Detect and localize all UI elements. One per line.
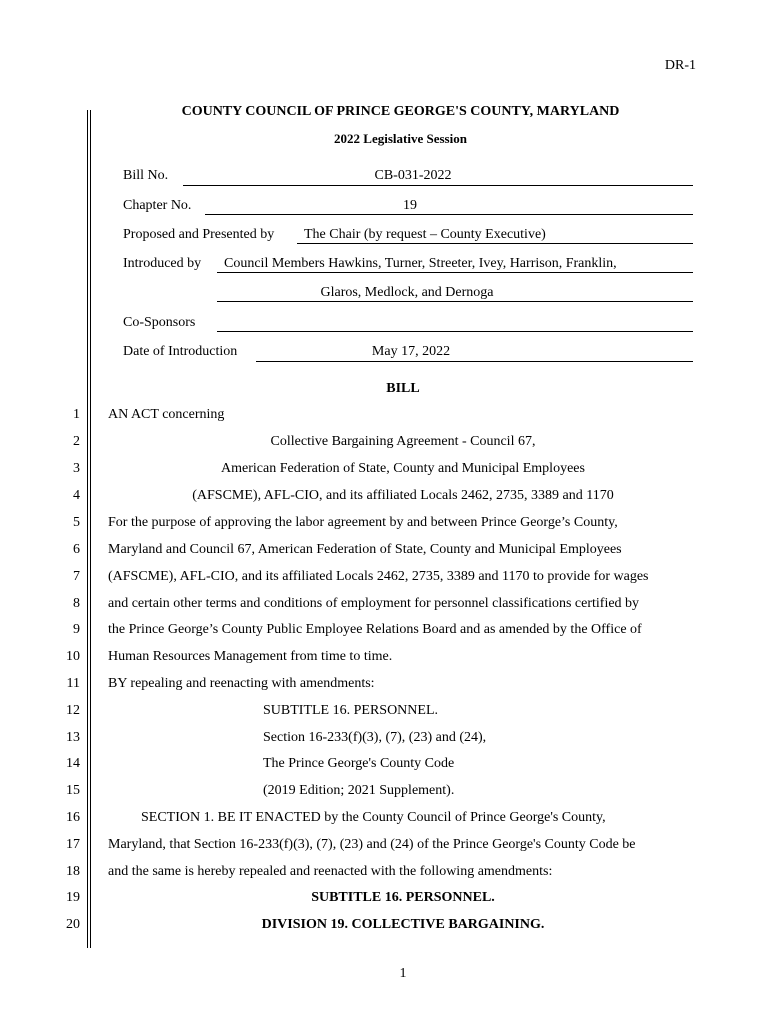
text-line: For the purpose of approving the labor agreement by and between Prince George’s County,	[108, 515, 618, 530]
document-id: DR-1	[664, 58, 696, 73]
line-number: 20	[66, 917, 80, 932]
date-line	[256, 361, 693, 362]
introduced-line-1	[217, 272, 693, 273]
introduced-value-2: Glaros, Medlock, and Dernoga	[320, 285, 494, 300]
text-line: SUBTITLE 16. PERSONNEL.	[311, 890, 495, 905]
cosponsors-label: Co-Sponsors	[123, 315, 196, 330]
text-line: (AFSCME), AFL-CIO, and its affiliated Locals 2462, 2735, 3389 and 1170	[192, 488, 614, 503]
bill-no-value: CB-031-2022	[374, 168, 452, 183]
line-number: 2	[73, 434, 80, 449]
line-number: 17	[66, 837, 80, 852]
line-number: 15	[66, 783, 80, 798]
line-number: 13	[66, 730, 80, 745]
margin-rule-inner	[90, 110, 91, 948]
text-line: Collective Bargaining Agreement - Council 67,	[270, 434, 536, 449]
text-line: and certain other terms and conditions of employment for personnel classifications certified by	[108, 596, 640, 611]
line-number: 14	[66, 756, 80, 771]
text-line: Human Resources Management from time to time.	[108, 649, 393, 664]
text-line: DIVISION 19. COLLECTIVE BARGAINING.	[261, 917, 545, 932]
line-number: 7	[73, 569, 80, 584]
chapter-no-line	[205, 214, 693, 215]
text-line: SECTION 1. BE IT ENACTED by the County Council of Prince George's County,	[141, 810, 606, 825]
proposed-line	[297, 243, 693, 244]
line-number: 12	[66, 703, 80, 718]
text-line: and the same is hereby repealed and reenacted with the following amendments:	[108, 864, 553, 879]
proposed-label: Proposed and Presented by	[123, 227, 275, 242]
line-number: 9	[73, 622, 80, 637]
cosponsors-line	[217, 331, 693, 332]
line-number: 16	[66, 810, 80, 825]
line-number: 1	[73, 407, 80, 422]
text-line: (AFSCME), AFL-CIO, and its affiliated Locals 2462, 2735, 3389 and 1170 to provide for wages	[108, 569, 649, 584]
line-number: 8	[73, 596, 80, 611]
date-value: May 17, 2022	[371, 344, 451, 359]
bill-no-line	[183, 185, 693, 186]
line-number: 18	[66, 864, 80, 879]
bill-heading: BILL	[386, 381, 420, 396]
council-title: COUNTY COUNCIL OF PRINCE GEORGE'S COUNTY, MARYLAND	[181, 104, 620, 119]
text-line: the Prince George’s County Public Employee Relations Board and as amended by the Office of	[108, 622, 642, 637]
line-number: 6	[73, 542, 80, 557]
text-line: SUBTITLE 16. PERSONNEL.	[263, 703, 438, 718]
text-line: Maryland, that Section 16-233(f)(3), (7), (23) and (24) of the Prince George's County Code be	[108, 837, 636, 852]
line-number: 19	[66, 890, 80, 905]
introduced-label: Introduced by	[123, 256, 202, 271]
chapter-no-value: 19	[403, 198, 417, 213]
line-number: 10	[66, 649, 80, 664]
line-number: 3	[73, 461, 80, 476]
text-line: Section 16-233(f)(3), (7), (23) and (24),	[263, 730, 487, 745]
text-line: Maryland and Council 67, American Federation of State, County and Municipal Employees	[108, 542, 622, 557]
text-line: (2019 Edition; 2021 Supplement).	[263, 783, 455, 798]
introduced-value-1: Council Members Hawkins, Turner, Streeter, Ivey, Harrison, Franklin,	[224, 256, 617, 271]
line-number: 11	[66, 676, 80, 691]
margin-rule	[87, 110, 88, 948]
text-line: BY repealing and reenacting with amendments:	[108, 676, 375, 691]
text-line: The Prince George's County Code	[263, 756, 455, 771]
line-number: 5	[73, 515, 80, 530]
proposed-value: The Chair (by request – County Executive)	[304, 227, 546, 242]
introduced-line-2	[217, 301, 693, 302]
chapter-no-label: Chapter No.	[123, 198, 192, 213]
page-number: 1	[399, 966, 407, 981]
text-line: AN ACT concerning	[108, 407, 225, 422]
text-line: American Federation of State, County and Municipal Employees	[221, 461, 585, 476]
bill-no-label: Bill No.	[123, 168, 169, 183]
date-label: Date of Introduction	[123, 344, 238, 359]
session-title: 2022 Legislative Session	[334, 131, 467, 146]
line-number: 4	[73, 488, 80, 503]
